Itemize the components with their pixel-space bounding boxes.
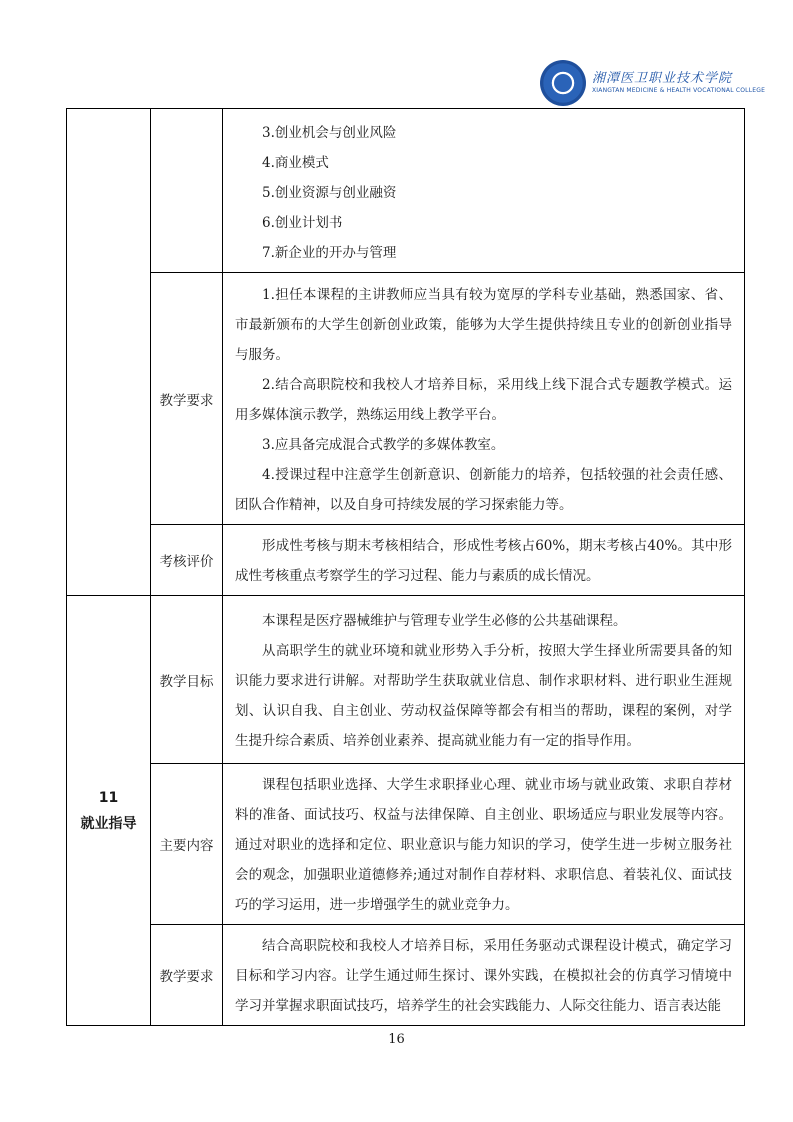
table-row [67, 925, 745, 1026]
row-label-teaching-requirements: 教学要求 [151, 273, 223, 525]
page-number: 16 [388, 1032, 405, 1047]
paragraph: 1.担任本课程的主讲教师应当具有较为宽厚的学科专业基础，熟悉国家、省、市最新颁布的大学生创新创业政策，能够为大学生提供持续且专业的创新创业指导与服务。 [235, 286, 732, 363]
list-item: 5.创业资源与创业融资 [262, 184, 397, 201]
paragraph: 4.授课过程中注意学生创新意识、创新能力的培养，包括较强的社会责任感、团队合作精神，以及自身可持续发展的学习探索能力等。 [235, 466, 732, 513]
table-row [67, 596, 745, 764]
row-label-teaching-goals: 教学目标 [151, 596, 223, 764]
row-label-empty [151, 109, 223, 273]
paragraph: 3.应具备完成混合式教学的多媒体教室。 [262, 436, 505, 453]
row-label-teaching-requirements-2: 教学要求 [151, 925, 223, 1026]
college-name-en: XIANGTAN MEDICINE & HEALTH VOCATIONAL COLLEGE [592, 87, 766, 94]
teaching-requirements-cell-2 [223, 925, 745, 1026]
paragraph: 从高职学生的就业环境和就业形势入手分析，按照大学生择业所需要具备的知识能力要求进行讲解。对帮助学生获取就业信息、制作求职材料、进行职业生涯规划、认识自我、自主创业、劳动权益保障等都会有相当的帮助，课程的案例，对学生提升综合素质、培养创业素养、提高就业能力有一定的指导作用。 [235, 642, 732, 749]
table-row [67, 525, 745, 596]
course-cell [67, 596, 151, 1026]
curriculum-table [66, 108, 745, 1026]
teaching-goals-cell [223, 596, 745, 764]
main-content-cell [223, 764, 745, 925]
paragraph: 2.结合高职院校和我校人才培养目标，采用线上线下混合式专题教学模式。运用多媒体演示教学，熟练运用线上教学平台。 [235, 376, 732, 423]
paragraph: 结合高职院校和我校人才培养目标，采用任务驱动式课程设计模式，确定学习目标和学习内容。让学生通过师生探讨、课外实践，在模拟社会的仿真学习情境中学习并掌握求职面试技巧，培养学生的社会实践能力、人际交往能力、语言表达能 [235, 938, 732, 1014]
college-logo [540, 60, 766, 110]
list-item: 6.创业计划书 [262, 214, 343, 231]
table-row [67, 273, 745, 525]
row-label-assessment: 考核评价 [151, 525, 223, 596]
college-seal-icon [540, 60, 586, 106]
teaching-requirements-cell [223, 273, 745, 525]
course-name: 就业指导 [80, 815, 137, 832]
list-item: 7.新企业的开办与管理 [262, 244, 397, 261]
list-item: 3.创业机会与创业风险 [262, 124, 397, 141]
course-cell-continued [67, 109, 151, 596]
row-label-main-content: 主要内容 [151, 764, 223, 925]
paragraph: 本课程是医疗器械维护与管理专业学生必修的公共基础课程。 [262, 612, 627, 629]
paragraph: 课程包括职业选择、大学生求职择业心理、就业市场与就业政策、求职自荐材料的准备、面试技巧、权益与法律保障、自主创业、职场适应与职业发展等内容。通过对职业的选择和定位、职业意识与能力知识的学习，使学生进一步树立服务社会的观念，加强职业道德修养;通过对制作自荐材料、求职信息、着装礼仪、面试技巧的学习运用，进一步增强学生的就业竞争力。 [235, 777, 732, 913]
content-list-cell [223, 109, 745, 273]
table-row [67, 764, 745, 925]
table-row [67, 109, 745, 273]
paragraph: 形成性考核与期末考核相结合，形成性考核占60%，期末考核占40%。其中形成性考核重点考察学生的学习过程、能力与素质的成长情况。 [235, 538, 732, 584]
college-name-cn: 湘潭医卫职业技术学院 [592, 71, 733, 86]
list-item: 4.商业模式 [262, 154, 329, 171]
assessment-cell [223, 525, 745, 596]
course-number: 11 [98, 789, 119, 806]
